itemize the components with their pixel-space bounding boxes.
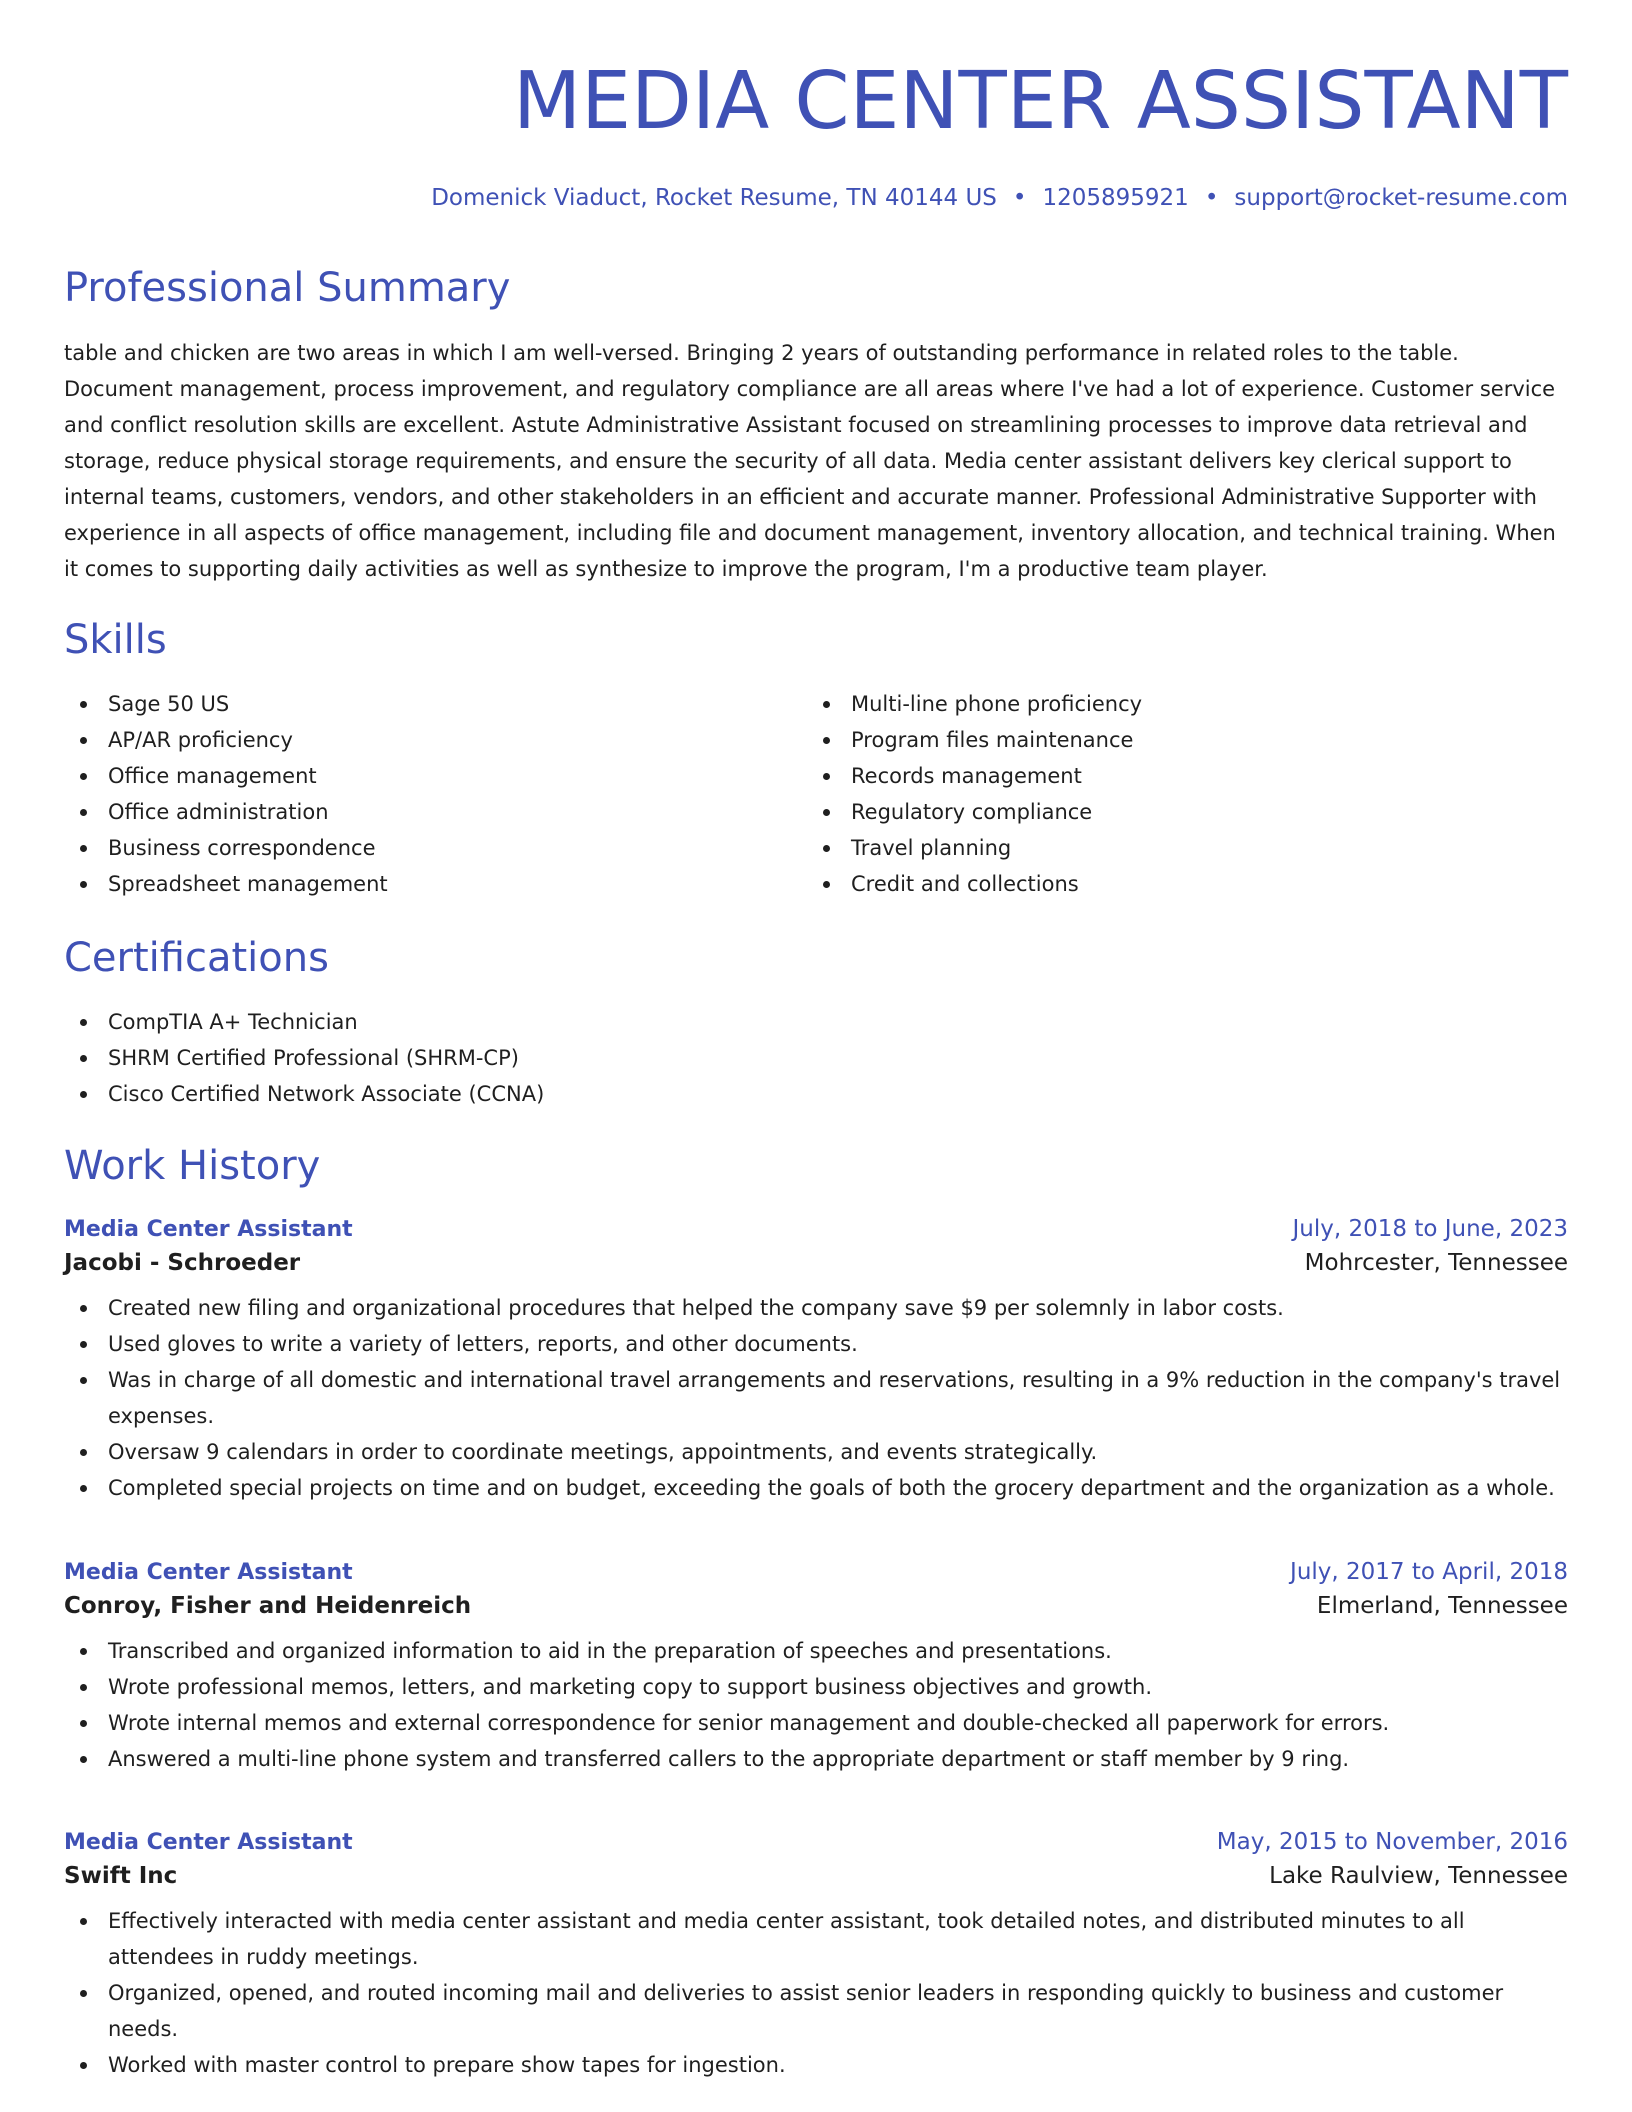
resume-name-heading: MEDIA CENTER ASSISTANT <box>512 55 1568 147</box>
certifications-section-title: Certifications <box>64 935 329 981</box>
skill-item: Credit and collections <box>807 866 1550 902</box>
job-dates: July, 2018 to June, 2023 <box>1292 1216 1568 1242</box>
job-entry <box>64 1559 1568 1777</box>
job-company-row <box>64 1250 1568 1276</box>
job-bullet: Completed special projects on time and on budget, exceeding the goals of both the grocery department and the organization as a whole. <box>64 1470 1568 1506</box>
job-bullet-list <box>64 1903 1568 2083</box>
job-header-row <box>64 1216 1568 1242</box>
job-bullet: Effectively interacted with media center assistant and media center assistant, took detailed notes, and distributed minutes to all attendees in ruddy meetings. <box>64 1903 1568 1975</box>
job-title: Media Center Assistant <box>64 1560 353 1585</box>
job-title: Media Center Assistant <box>64 1830 353 1855</box>
job-bullet: Answered a multi-line phone system and transferred callers to the appropriate department or staff member by 9 ring. <box>64 1741 1568 1777</box>
skill-item: Multi-line phone proficiency <box>807 686 1550 722</box>
skills-list-left <box>64 686 807 902</box>
job-entry <box>64 1829 1568 2083</box>
skill-item: Travel planning <box>807 830 1550 866</box>
job-bullet: Was in charge of all domestic and international travel arrangements and reservations, resulting in a 9% reduction in the company's travel expenses. <box>64 1362 1568 1434</box>
resume-page <box>64 0 1568 2077</box>
contact-line <box>64 185 1568 215</box>
contact-phone: 1205895921 <box>1042 185 1189 211</box>
job-dates: July, 2017 to April, 2018 <box>1290 1559 1568 1585</box>
contact-separator: • <box>1012 185 1027 211</box>
skills-list-right <box>807 686 1550 902</box>
certification-item: Cisco Certified Network Associate (CCNA) <box>64 1076 1568 1112</box>
job-bullet: Wrote internal memos and external correspondence for senior management and double-checked all paperwork for errors. <box>64 1705 1568 1741</box>
job-company: Swift Inc <box>64 1863 178 1889</box>
skill-item: Regulatory compliance <box>807 794 1550 830</box>
skills-grid <box>64 686 1568 902</box>
job-dates: May, 2015 to November, 2016 <box>1216 1829 1568 1855</box>
job-bullet: Wrote professional memos, letters, and marketing copy to support business objectives and growth. <box>64 1669 1568 1705</box>
job-company: Jacobi - Schroeder <box>64 1250 301 1276</box>
job-header-row <box>64 1829 1568 1855</box>
skill-item: Sage 50 US <box>64 686 807 722</box>
job-header-row <box>64 1559 1568 1585</box>
certifications-list <box>64 1004 1568 1112</box>
job-title: Media Center Assistant <box>64 1217 353 1242</box>
job-bullet: Created new filing and organizational procedures that helped the company save $9 per solemnly in labor costs. <box>64 1290 1568 1326</box>
skill-item: Office administration <box>64 794 807 830</box>
certification-item: SHRM Certified Professional (SHRM-CP) <box>64 1040 1568 1076</box>
contact-email: support@rocket-resume.com <box>1234 185 1568 211</box>
job-bullet: Worked with master control to prepare show tapes for ingestion. <box>64 2047 1568 2083</box>
summary-section-title: Professional Summary <box>64 265 511 311</box>
work-history-section-title: Work History <box>64 1143 321 1189</box>
job-location: Lake Raulview, Tennessee <box>1269 1863 1568 1889</box>
job-bullet: Oversaw 9 calendars in order to coordinate meetings, appointments, and events strategically. <box>64 1434 1568 1470</box>
summary-text: table and chicken are two areas in which I am well-versed. Bringing 2 years of outstanding performance in related roles to the table. Document management, process improvement, and regulatory compliance are all areas where I've had a lot of experience. Customer service and conflict resolution skills are excellent. Astute Administrative Assistant focused on streamlining processes to improve data retrieval and storage, reduce physical storage requirements, and ensure the security of all data. Media center assistant delivers key clerical support to internal teams, customers, vendors, and other stakeholders in an efficient and accurate manner. Professional Administrative Supporter with experience in all aspects of office management, including file and document management, inventory allocation, and technical training. When it comes to supporting daily activities as well as synthesize to improve the program, I'm a productive team player. <box>64 341 1556 581</box>
job-company-row <box>64 1863 1568 1889</box>
skill-item: Office management <box>64 758 807 794</box>
skill-item: Spreadsheet management <box>64 866 807 902</box>
skill-item: Business correspondence <box>64 830 807 866</box>
job-entry <box>64 1216 1568 1506</box>
skill-item: Program files maintenance <box>807 722 1550 758</box>
job-bullet-list <box>64 1633 1568 1777</box>
job-location: Mohrcester, Tennessee <box>1304 1250 1568 1276</box>
job-bullet: Transcribed and organized information to aid in the preparation of speeches and presentations. <box>64 1633 1568 1669</box>
job-bullet: Used gloves to write a variety of letters, reports, and other documents. <box>64 1326 1568 1362</box>
skill-item: Records management <box>807 758 1550 794</box>
certification-item: CompTIA A+ Technician <box>64 1004 1568 1040</box>
contact-address: Domenick Viaduct, Rocket Resume, TN 40144 US <box>431 185 997 211</box>
job-company: Conroy, Fisher and Heidenreich <box>64 1593 472 1619</box>
job-location: Elmerland, Tennessee <box>1316 1593 1568 1619</box>
skills-section-title: Skills <box>64 617 167 663</box>
job-bullet-list <box>64 1290 1568 1506</box>
skill-item: AP/AR proficiency <box>64 722 807 758</box>
contact-separator: • <box>1204 185 1219 211</box>
job-bullet: Organized, opened, and routed incoming mail and deliveries to assist senior leaders in responding quickly to business and customer needs. <box>64 1975 1568 2047</box>
job-company-row <box>64 1593 1568 1619</box>
